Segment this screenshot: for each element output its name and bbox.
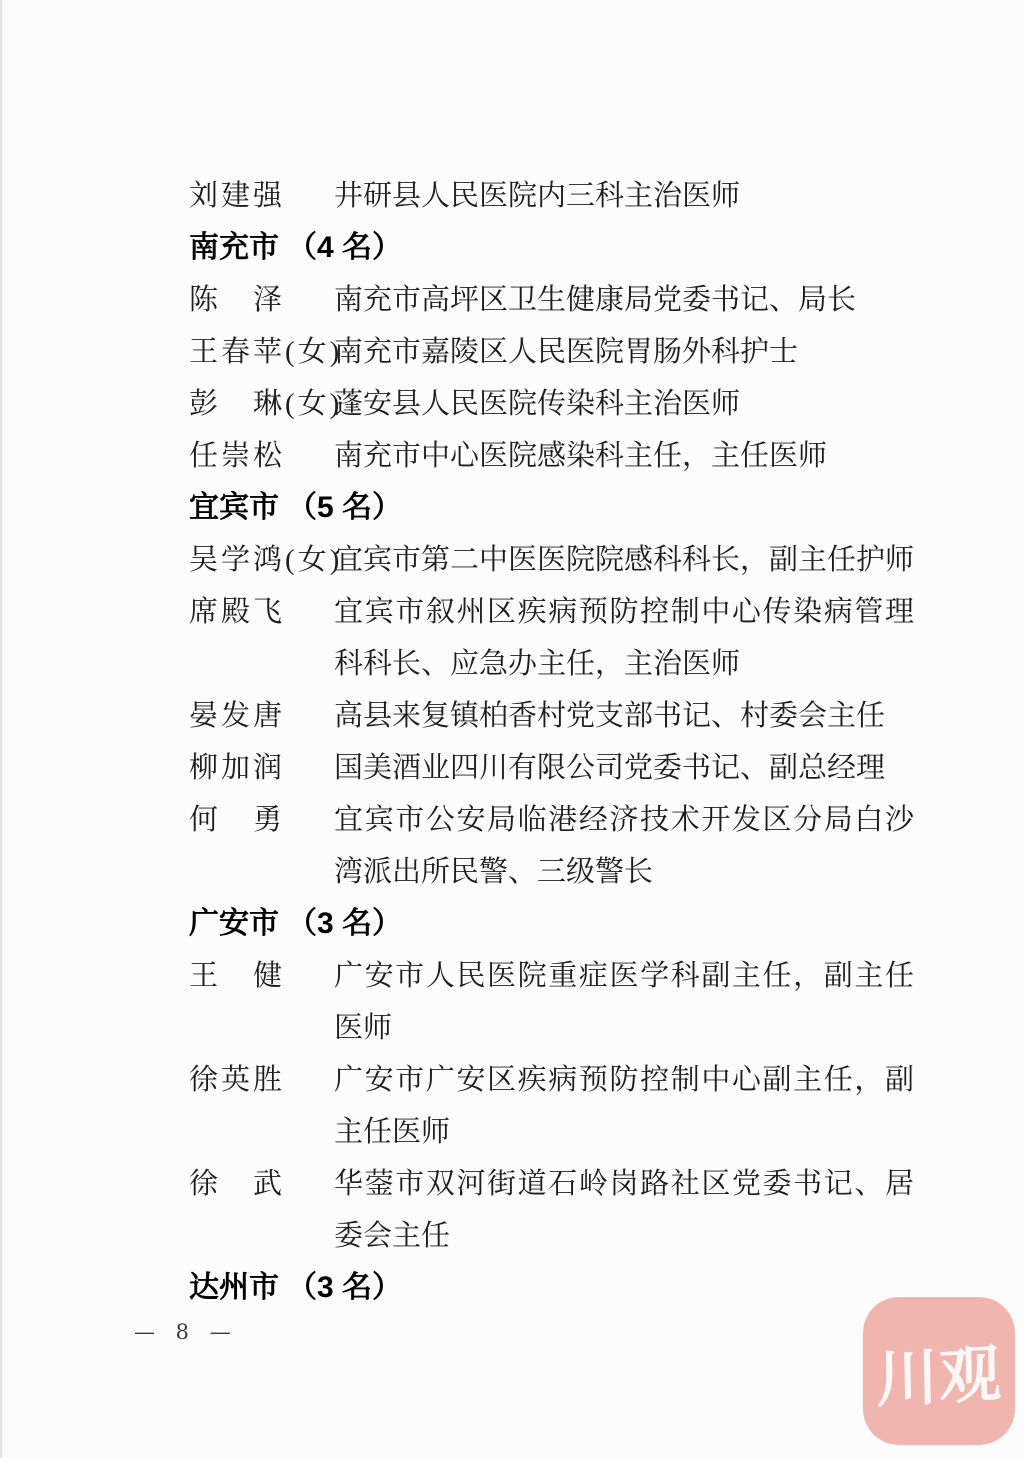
position-line: 宜宾市公安局临港经济技术开发区分局白沙 xyxy=(334,804,914,836)
position-line: 高县来复镇柏香村党支部书记、村委会主任 xyxy=(334,700,886,732)
person-name: 徐 武 xyxy=(189,1168,286,1200)
person-name: 晏发唐 xyxy=(189,700,286,732)
chuanguan-logo-text: 川观 xyxy=(875,1340,1003,1415)
list-item xyxy=(189,430,919,482)
person-position xyxy=(334,378,914,430)
list-item xyxy=(189,534,919,586)
list-item xyxy=(189,690,919,742)
person-position xyxy=(334,586,914,690)
person-name: 彭 琳(女) xyxy=(189,388,343,420)
position-line: 宜宾市第二中医医院院感科科长，副主任护师 xyxy=(334,544,915,576)
city-count: （5 名） xyxy=(287,491,403,524)
list-item xyxy=(189,274,919,326)
person-position xyxy=(334,274,914,326)
position-line: 委会主任 xyxy=(334,1220,451,1252)
city-count: （3 名） xyxy=(287,1271,403,1304)
person-position xyxy=(334,170,914,222)
person-name: 席殿飞 xyxy=(189,596,286,628)
list-item xyxy=(189,794,919,898)
position-line: 南充市嘉陵区人民医院胃肠外科护士 xyxy=(334,336,799,368)
position-line: 蓬安县人民医院传染科主治医师 xyxy=(334,388,741,420)
person-name: 陈 泽 xyxy=(189,284,286,316)
position-line: 宜宾市叙州区疾病预防控制中心传染病管理 xyxy=(334,596,914,628)
list-item xyxy=(189,378,919,430)
position-line: 南充市高坪区卫生健康局党委书记、局长 xyxy=(334,284,857,316)
person-name: 柳加润 xyxy=(189,752,286,784)
person-position xyxy=(334,742,914,794)
person-name: 王春苹(女) xyxy=(189,336,343,368)
chuanguan-logo xyxy=(863,1297,1015,1445)
person-position xyxy=(334,430,914,482)
position-line: 华蓥市双河街道石岭岗路社区党委书记、居 xyxy=(334,1168,914,1200)
list-item xyxy=(189,1158,919,1262)
section-header xyxy=(189,222,919,274)
city-name: 宜宾市 xyxy=(189,491,279,524)
person-position xyxy=(334,794,914,898)
person-name: 任崇松 xyxy=(189,440,286,472)
person-name: 何 勇 xyxy=(189,804,286,836)
position-line: 广安市广安区疾病预防控制中心副主任，副 xyxy=(334,1064,914,1096)
city-name: 广安市 xyxy=(189,907,279,940)
person-position xyxy=(334,326,914,378)
list-item xyxy=(189,586,919,690)
list xyxy=(189,170,919,1314)
position-line: 科科长、应急办主任，主治医师 xyxy=(334,648,741,680)
person-name: 王 健 xyxy=(189,960,286,992)
person-position xyxy=(334,950,914,1054)
person-position xyxy=(334,1158,914,1262)
person-position xyxy=(334,1054,914,1158)
position-line: 主任医师 xyxy=(334,1116,451,1148)
person-name: 吴学鸿(女) xyxy=(189,544,343,576)
position-line: 湾派出所民警、三级警长 xyxy=(334,856,654,888)
list-item xyxy=(189,742,919,794)
section-header xyxy=(189,482,919,534)
list-item xyxy=(189,326,919,378)
list-item xyxy=(189,1054,919,1158)
list-item xyxy=(189,170,919,222)
person-position xyxy=(334,534,914,586)
city-count: （4 名） xyxy=(287,231,403,264)
position-line: 广安市人民医院重症医学科副主任，副主任 xyxy=(334,960,914,992)
person-position xyxy=(334,690,914,742)
position-line: 国美酒业四川有限公司党委书记、副总经理 xyxy=(334,752,886,784)
section-header xyxy=(189,1262,919,1314)
position-line: 井研县人民医院内三科主治医师 xyxy=(334,180,741,212)
person-name: 徐英胜 xyxy=(189,1064,286,1096)
city-name: 南充市 xyxy=(189,231,279,264)
city-name: 达州市 xyxy=(189,1271,279,1304)
page-number: — 8 — xyxy=(134,1320,238,1344)
position-line: 医师 xyxy=(334,1012,393,1044)
position-line: 南充市中心医院感染科主任，主任医师 xyxy=(334,440,828,472)
city-count: （3 名） xyxy=(287,907,403,940)
person-name: 刘建强 xyxy=(189,180,286,212)
section-header xyxy=(189,898,919,950)
list-item xyxy=(189,950,919,1054)
